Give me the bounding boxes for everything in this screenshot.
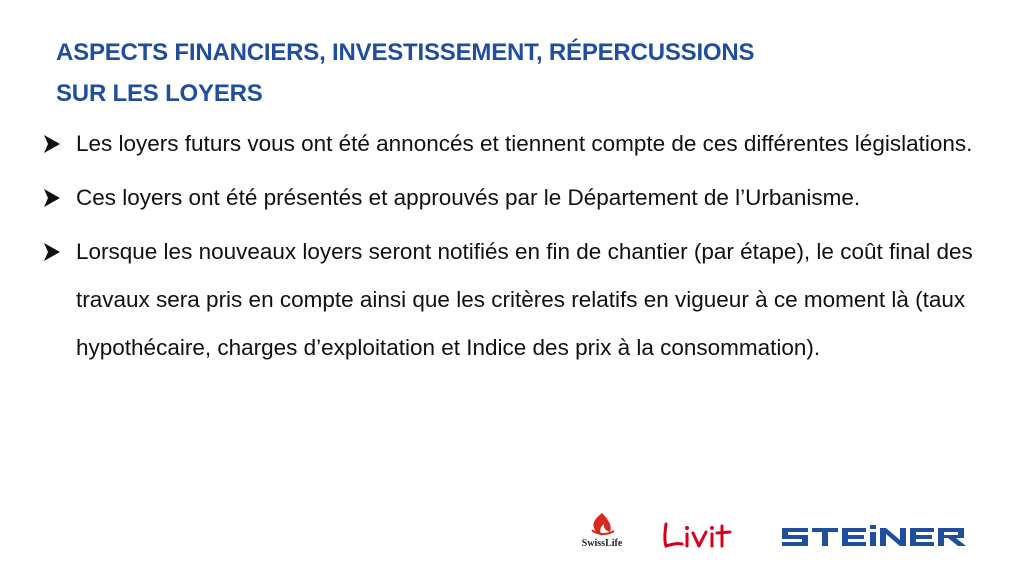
bullet-text: Lorsque les nouveaux loyers seront notifiés en fin de chantier (par étape), le coût final des travaux sera pris en compte ainsi que les critères relatifs en vigueur à ce moment là (taux hypothécaire, charges d’exploitation et Indice des prix à la consommation). xyxy=(76,239,973,360)
arrow-bullet-icon xyxy=(40,178,76,218)
livit-logo xyxy=(660,516,740,556)
bullet-list xyxy=(40,124,1000,382)
arrow-bullet-icon xyxy=(40,124,76,164)
bullet-item xyxy=(40,232,1000,372)
bullet-text: Les loyers futurs vous ont été annoncés et tiennent compte de ces différentes législations. xyxy=(76,131,973,156)
bullet-item xyxy=(40,124,1000,168)
arrow-bullet-icon xyxy=(40,232,76,272)
slide-title xyxy=(56,32,956,114)
logo-bar xyxy=(560,512,980,562)
title-line-1: ASPECTS FINANCIERS, INVESTISSEMENT, RÉPERCUSSIONS xyxy=(56,39,755,66)
swisslife-wordmark: SwissLife xyxy=(581,538,623,549)
swisslife-logo xyxy=(572,512,632,558)
bullet-text: Ces loyers ont été présentés et approuvés par le Département de l’Urbanisme. xyxy=(76,185,861,210)
steiner-logo xyxy=(782,524,968,550)
swisslife-flame-icon xyxy=(586,512,618,538)
bullet-item xyxy=(40,178,1000,222)
title-line-2: SUR LES LOYERS xyxy=(56,80,263,107)
